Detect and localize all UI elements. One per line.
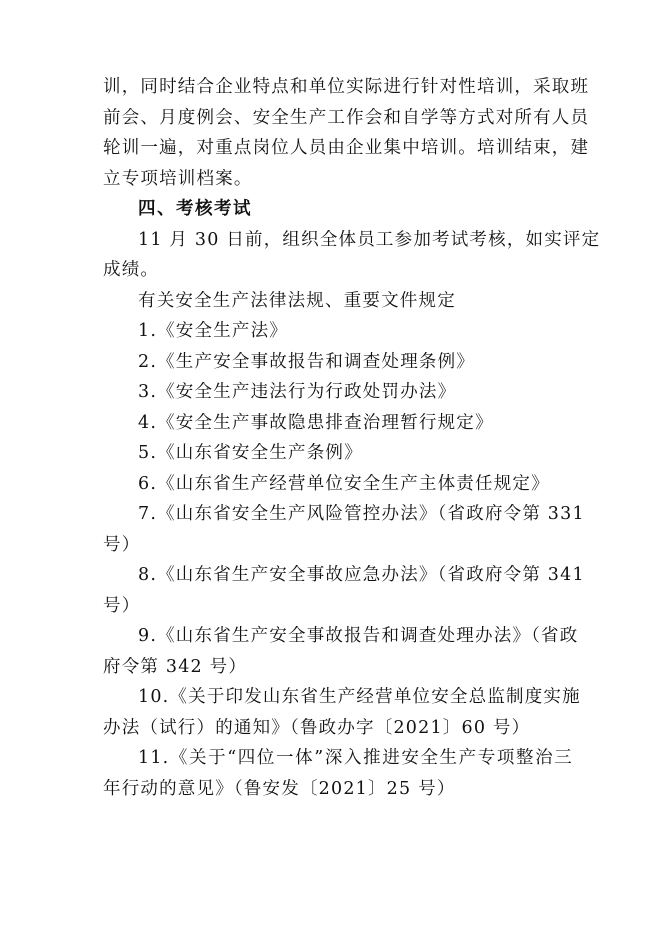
law-item: 11.《关于“四位一体”深入推进安全生产专项整治三 [138, 748, 573, 768]
law-item-cont: 号） [103, 534, 141, 555]
law-item: 7.《山东省安全生产风险管控办法》（省政府令第 331 [138, 504, 585, 524]
law-item: 8.《山东省生产安全事故应急办法》（省政府令第 341 [138, 565, 585, 585]
law-item: 10.《关于印发山东省生产经营单位安全总监制度实施 [138, 687, 581, 707]
law-item: 9.《山东省生产安全事故报告和调查处理办法》（省政 [138, 626, 579, 646]
text-line: 训，同时结合企业特点和单位实际进行针对性培训，采取班 [103, 77, 590, 97]
law-item: 1.《安全生产法》 [138, 321, 288, 341]
law-item-cont: 号） [103, 595, 141, 616]
law-item: 5.《山东省安全生产条例》 [138, 443, 363, 463]
document-page [103, 72, 601, 804]
text-line: 轮训一遍，对重点岗位人员由企业集中培训。培训结束，建 [103, 138, 590, 158]
text-line: 成绩。 [103, 260, 160, 280]
law-item-cont: 府令第 342 号） [103, 656, 248, 677]
law-item-cont: 年行动的意见》（鲁安发〔2021〕25 号） [103, 778, 456, 799]
law-item-cont: 办法（试行）的通知》（鲁政办字〔2021〕60 号） [103, 717, 531, 738]
text-line: 立专项培训档案。 [103, 168, 253, 189]
text-line: 前会、月度例会、安全生产工作会和自学等方式对所有人员 [103, 107, 590, 128]
law-item: 6.《山东省生产经营单位安全生产主体责任规定》 [138, 473, 550, 494]
section-heading: 四、考核考试 [138, 199, 252, 219]
law-item: 3.《安全生产违法行为行政处罚办法》 [138, 382, 457, 402]
law-item: 4.《安全生产事故隐患排查治理暂行规定》 [138, 412, 494, 433]
law-item: 2.《生产安全事故报告和调查处理条例》 [138, 351, 475, 372]
text-line: 11 月 30 日前，组织全体员工参加考试考核，如实评定 [138, 229, 601, 250]
laws-title: 有关安全生产法律法规、重要文件规定 [138, 290, 456, 311]
